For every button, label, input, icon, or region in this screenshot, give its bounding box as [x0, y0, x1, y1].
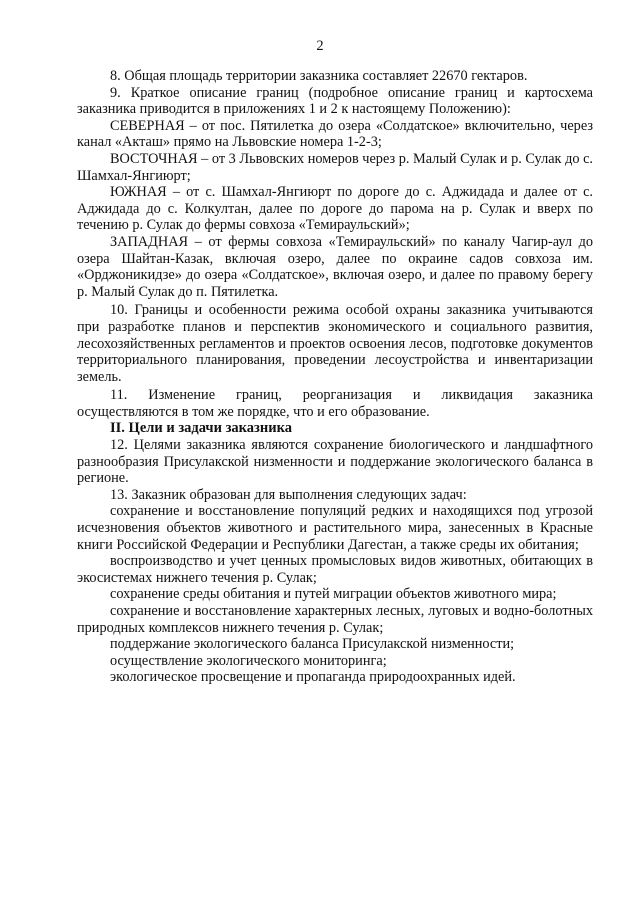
task-item: сохранение и восстановление популяций редких и находящихся под угрозой исчезновения объектов животного и растительного мира, занесенных в Красные книги Российской Федерации и Республики Дагестан, а также среды их обитания; — [77, 503, 593, 553]
page-number: 2 — [316, 38, 324, 54]
paragraph-12-goals: 12. Целями заказника являются сохранение биологического и ландшафтного разнообразия Присулакской низменности и поддержание экологического баланса в регионе. — [77, 437, 593, 487]
boundary-east: ВОСТОЧНАЯ – от 3 Львовских номеров через р. Малый Сулак и р. Сулак до с. Шамхал-Янгиюрт; — [77, 150, 593, 184]
task-item: сохранение и восстановление характерных лесных, луговых и водно-болотных природных комплексов нижнего течения р. Сулак; — [77, 603, 593, 636]
paragraph-10-boundary-regime: 10. Границы и особенности режима особой охраны заказника учитываются при разработке планов и перспектив экономического и социального развития, лесохозяйственных регламентов и проектов освоения лесов, подготовке документов территориального планирования, проведении лесоустройства и инвентаризации земель. — [77, 302, 593, 385]
task-item: воспроизводство и учет ценных промысловых видов животных, обитающих в экосистемах нижнего течения р. Сулак; — [77, 553, 593, 586]
task-item: осуществление экологического мониторинга; — [110, 652, 387, 669]
document-body — [77, 68, 593, 686]
boundary-south: ЮЖНАЯ – от с. Шамхал-Янгиюрт по дороге до с. Аджидада и далее от с. Аджидада до с. Колкултан, далее по дороге до парома на р. Сулак и вверх по течению р. Сулак до фермы совхоза «Темираульский»; — [77, 184, 593, 234]
boundary-north: СЕВЕРНАЯ – от пос. Пятилетка до озера «Солдатское» включительно, через канал «Акташ» прямо на Львовские номера 1-2-3; — [77, 117, 593, 151]
task-item: экологическое просвещение и пропаганда природоохранных идей. — [110, 669, 516, 686]
boundary-west: ЗАПАДНАЯ – от фермы совхоза «Темираульский» по каналу Чагир-аул до озера Шайтан-Казак, включая озеро, далее по окраине садов совхоза им. «Орджоникидзе» до озера «Солдатское», включая озеро, и далее по правому берегу р. Малый Сулак до п. Пятилетка. — [77, 233, 593, 300]
section-heading-goals: II. Цели и задачи заказника — [110, 420, 292, 437]
task-item: поддержание экологического баланса Присулакской низменности; — [110, 636, 515, 653]
paragraph-8-total-area: 8. Общая площадь территории заказника составляет 22670 гектаров. — [110, 68, 528, 84]
paragraph-13-tasks-intro: 13. Заказник образован для выполнения следующих задач: — [110, 486, 467, 503]
paragraph-11-changes: 11. Изменение границ, реорганизация и ликвидация заказника осуществляются в том же порядке, что и его образование. — [77, 387, 593, 420]
paragraph-9-boundaries-intro: 9. Краткое описание границ (подробное описание границ и картосхема заказника приводится в приложениях 1 и 2 к настоящему Положению): — [77, 84, 593, 118]
task-item: сохранение среды обитания и путей миграции объектов животного мира; — [110, 586, 557, 603]
